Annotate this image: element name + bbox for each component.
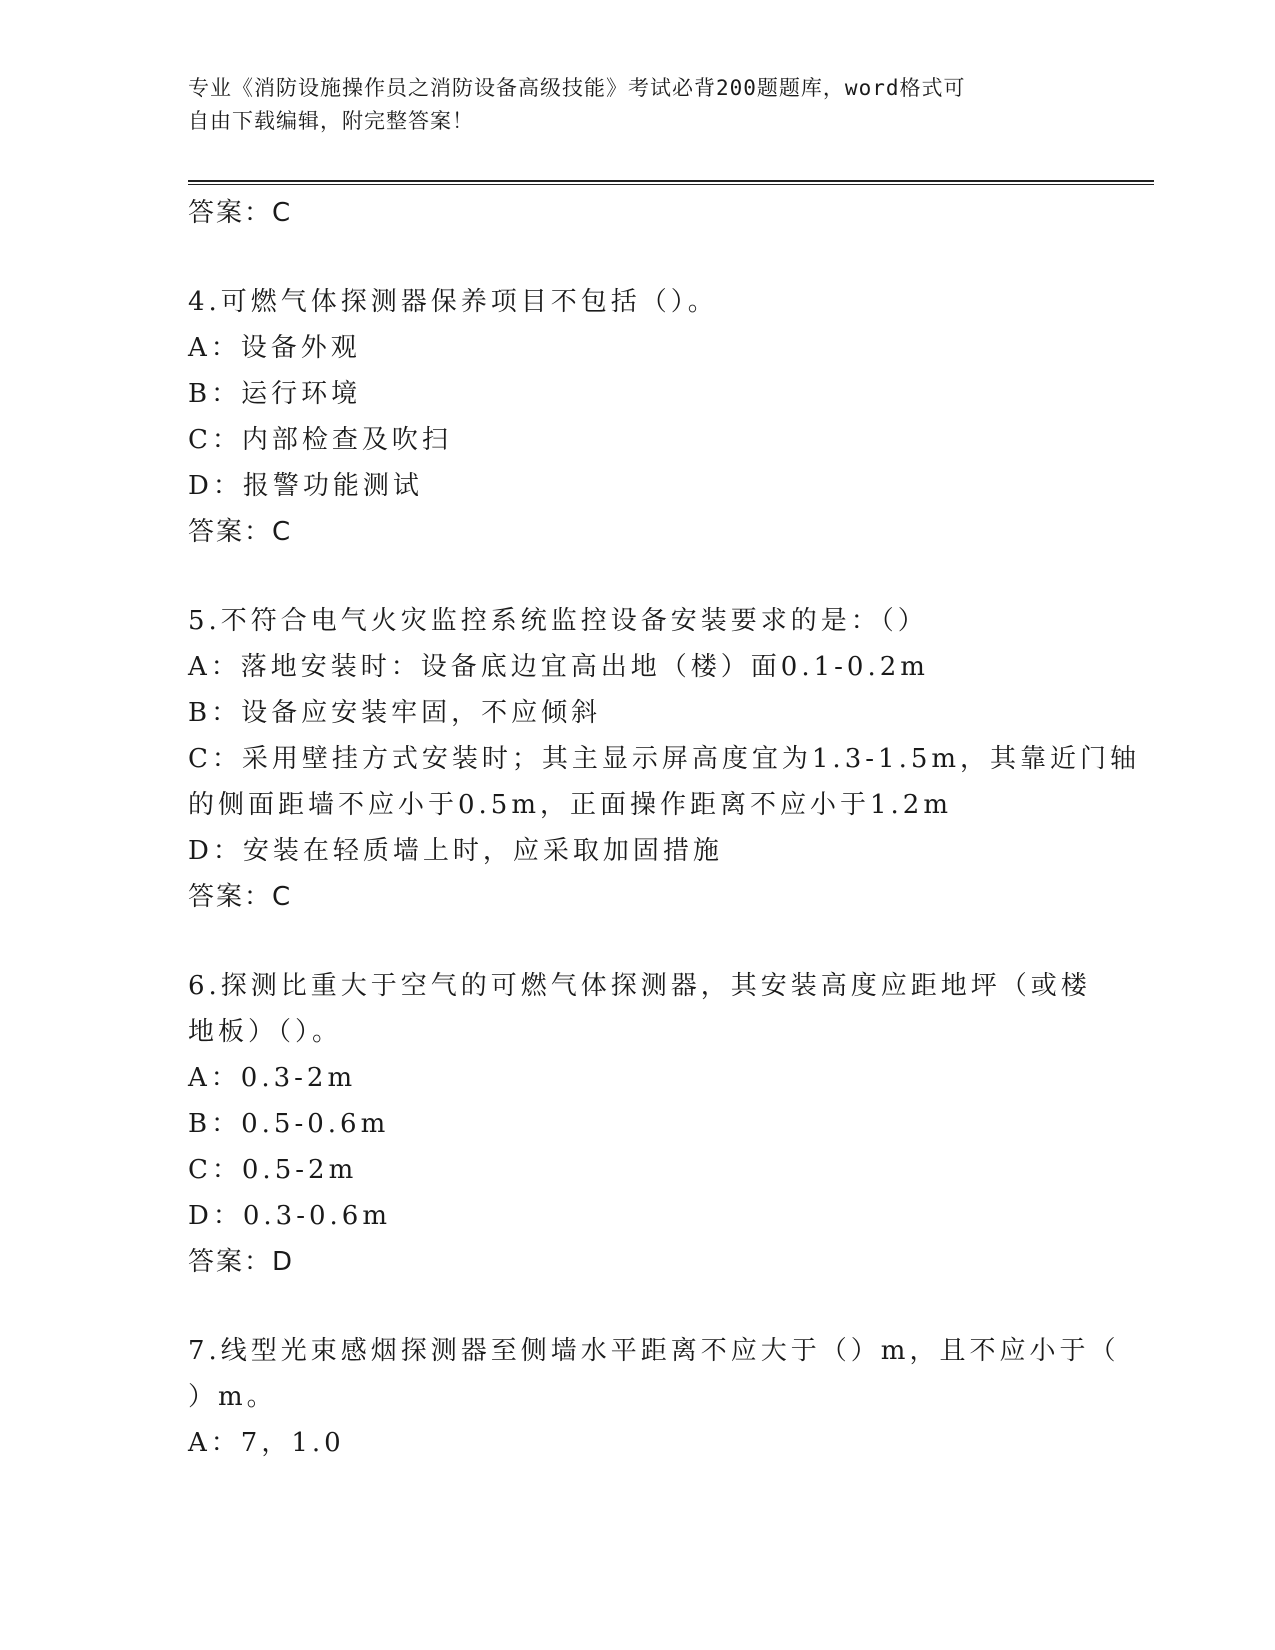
question-stem-continued: 地板）（）。 xyxy=(188,1017,343,1047)
option-a: A：设备外观 xyxy=(188,333,361,363)
option-b: B：运行环境 xyxy=(188,379,362,409)
question-4 xyxy=(188,279,1088,555)
answer-line: 答案：C xyxy=(188,882,293,912)
question-stem: 6.探测比重大于空气的可燃气体探测器，其安装高度应距地坪（或楼 xyxy=(188,971,1091,1001)
option-c-continued: 的侧面距墙不应小于0.5m，正面操作距离不应小于1.2m xyxy=(188,790,953,820)
option-d: D：0.3-0.6m xyxy=(188,1201,391,1231)
option-a: A：0.3-2m xyxy=(188,1063,357,1093)
header-rule xyxy=(188,180,1154,182)
question-7 xyxy=(188,1328,1120,1466)
header-line-2: 自由下载编辑，附完整答案！ xyxy=(188,109,474,133)
option-b: B：0.5-0.6m xyxy=(188,1109,390,1139)
question-list xyxy=(188,190,1141,1466)
question-stem: 5.不符合电气火灾监控系统监控设备安装要求的是：（） xyxy=(188,606,928,636)
question-stem: 4.可燃气体探测器保养项目不包括（）。 xyxy=(188,287,718,317)
question-6 xyxy=(188,963,1091,1285)
option-b: B：设备应安装牢固，不应倾斜 xyxy=(188,698,602,728)
option-d: D：安装在轻质墙上时，应采取加固措施 xyxy=(188,836,723,866)
option-a: A：7，1.0 xyxy=(188,1428,345,1458)
header-line-1: 专业《消防设施操作员之消防设备高级技能》考试必背200题题库，word格式可 xyxy=(188,76,966,100)
header-rule-thin xyxy=(188,184,1154,185)
answer-line: 答案：D xyxy=(188,1247,295,1277)
option-a: A：落地安装时：设备底边宜高出地（楼）面0.1-0.2m xyxy=(188,652,929,682)
option-c: C：内部检查及吹扫 xyxy=(188,425,452,455)
answer-line: 答案：C xyxy=(188,517,293,547)
question-stem: 7.线型光束感烟探测器至侧墙水平距离不应大于（）m，且不应小于（ xyxy=(188,1336,1120,1366)
question-stem-continued: ）m。 xyxy=(188,1382,277,1412)
answer-line: 答案：C xyxy=(188,198,293,228)
question-5 xyxy=(188,598,1141,920)
option-d: D：报警功能测试 xyxy=(188,471,423,501)
option-c: C：0.5-2m xyxy=(188,1155,358,1185)
document-header xyxy=(188,72,1068,138)
option-c: C：采用壁挂方式安装时；其主显示屏高度宜为1.3-1.5m，其靠近门轴 xyxy=(188,744,1141,774)
